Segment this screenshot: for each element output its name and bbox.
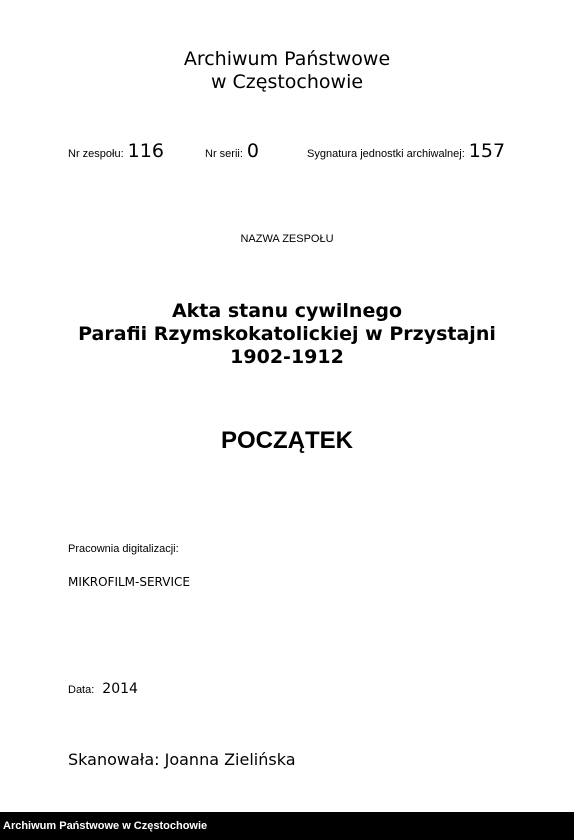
signature-label: Sygnatura jednostki archiwalnej: (307, 148, 465, 160)
fonds-name-label: NAZWA ZESPOŁU (240, 233, 334, 245)
date-label: Data: (68, 684, 95, 696)
archive-title (0, 48, 574, 94)
digitization-value: MIKROFILM-SERVICE (68, 575, 190, 589)
fonds-number (68, 140, 164, 162)
metadata-row (0, 140, 574, 170)
signature-value: 157 (468, 140, 506, 162)
scanned-by-value: Joanna Zielińska (164, 750, 296, 769)
fonds-number-value: 116 (127, 140, 164, 162)
digitization-label: Pracownia digitalizacji: (68, 543, 179, 555)
date-field (68, 680, 138, 698)
signature (307, 140, 505, 162)
start-heading: POCZĄTEK (221, 427, 353, 454)
footer-bar (0, 812, 574, 840)
scanned-by-label: Skanowała: (68, 750, 160, 769)
fonds-title (0, 300, 574, 369)
series-number (205, 140, 259, 162)
fonds-title-line3: 1902-1912 (230, 346, 344, 368)
series-number-label: Nr serii: (205, 148, 243, 160)
fonds-title-line2: Parafii Rzymskokatolickiej w Przystajni (78, 323, 496, 345)
fonds-number-label: Nr zespołu: (68, 148, 124, 160)
footer-text: Archiwum Państwowe w Częstochowie (3, 820, 208, 832)
date-value: 2014 (102, 681, 138, 697)
scanned-by-field (68, 750, 296, 769)
fonds-title-line1: Akta stanu cywilnego (171, 300, 403, 322)
series-number-value: 0 (246, 140, 259, 162)
archive-title-line1: Archiwum Państwowe (183, 48, 391, 70)
archive-title-line2: w Częstochowie (210, 71, 364, 93)
